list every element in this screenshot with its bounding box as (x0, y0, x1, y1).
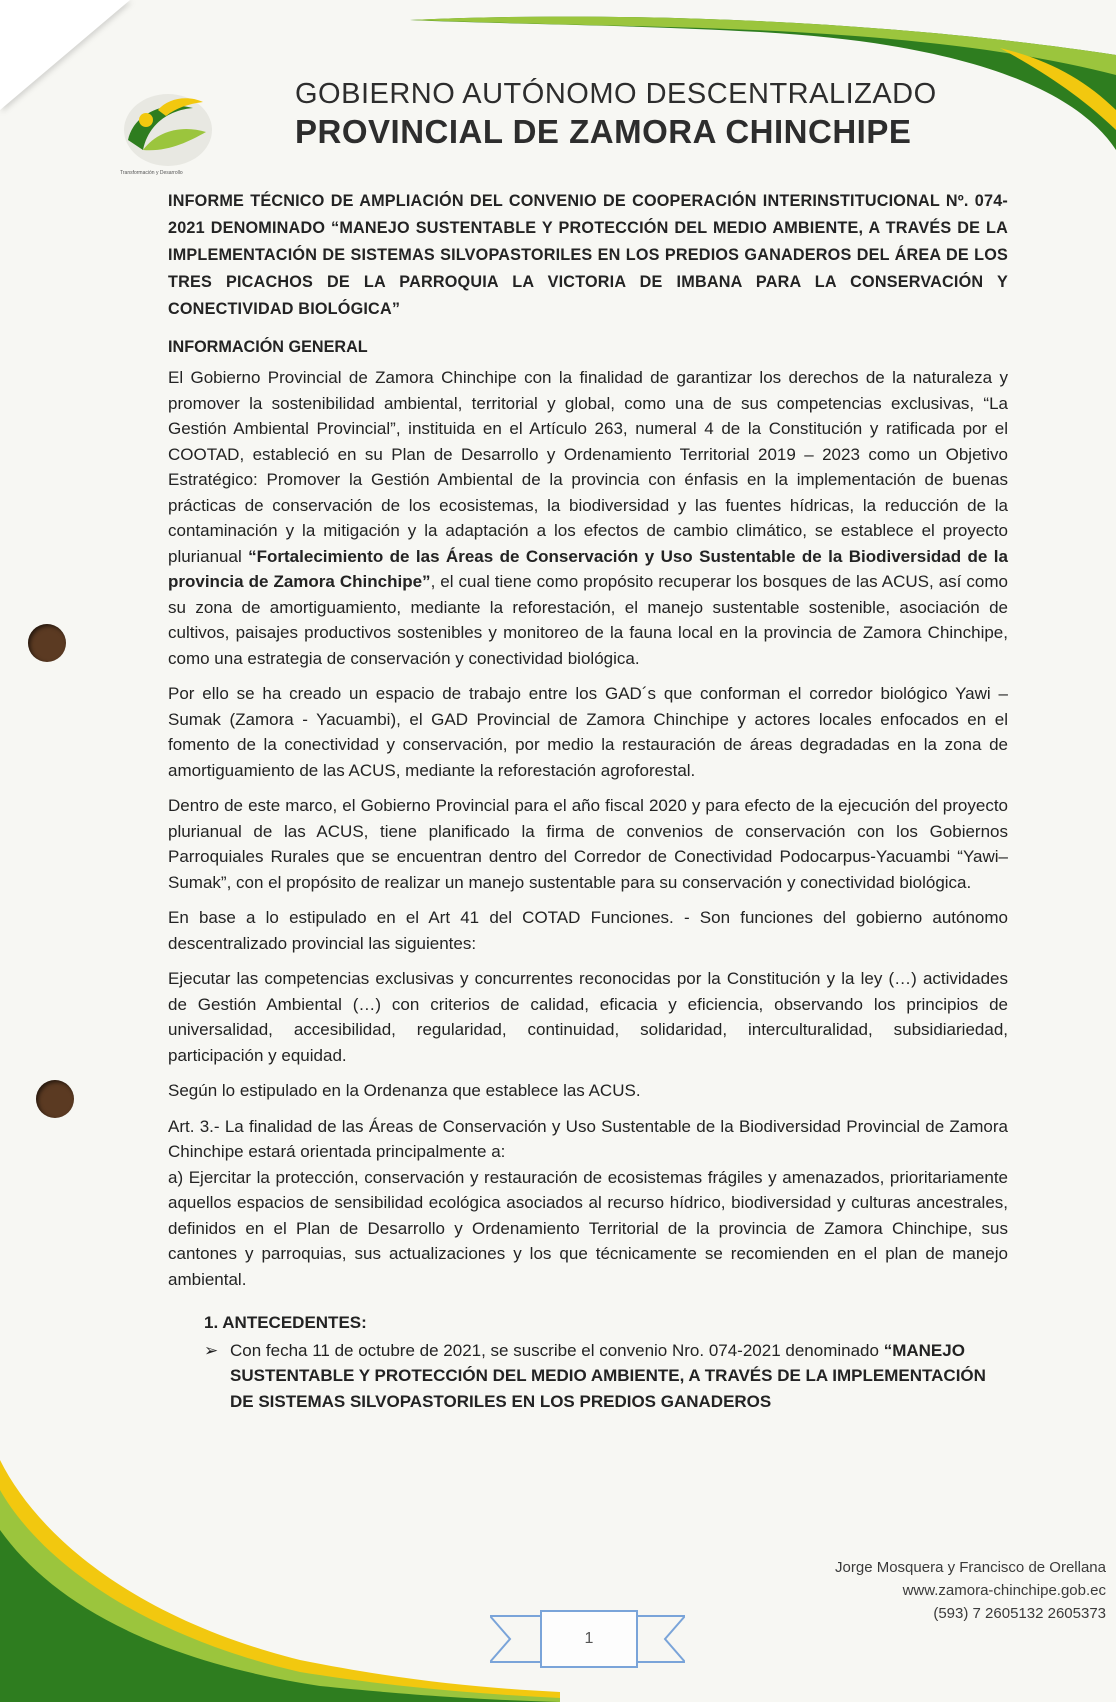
paragraph-1-text-b: , el cual tiene como propósito recuperar los bosques de las ACUS, así como su zona de amortiguamiento, mediante la reforestación, el manejo sustentable sostenible, asociación de cultivos, paisajes productivos sostenibles y monitoreo de la fauna local en la provincia de Zamora Chinchipe, como una estrategia de conservación y conectividad biológica. (168, 572, 1008, 668)
provincial-logo-icon (108, 80, 218, 175)
document-body (168, 188, 1008, 1414)
paragraph-2: Por ello se ha creado un espacio de trabajo entre los GAD´s que conforman el corredor biológico Yawi – Sumak (Zamora - Yacuambi), el GAD Provincial de Zamora Chinchipe y actores locales enfocados en el fomento de la conectividad y conservación, por medio la restauración de áreas degradadas en la zona de amortiguamiento de las ACUS, mediante la reforestación agroforestal. (168, 684, 1008, 780)
bullet-bold-text: “MANEJO SUSTENTABLE Y PROTECCIÓN DEL MEDIO AMBIENTE, A TRAVÉS DE LA IMPLEMENTACIÓN DE SISTEMAS SILVOPASTORILES EN LOS PREDIOS GANADEROS (230, 1340, 986, 1411)
footer-website: www.zamora-chinchipe.gob.ec (902, 1582, 1106, 1599)
logo-tagline: Transformación y Desarrollo (120, 170, 183, 176)
arrow-bullet-icon: ➢ (204, 1340, 219, 1360)
project-name: “Fortalecimiento de las Áreas de Conservación y Uso Sustentable de la Biodiversidad de la provincia de Zamora Chinchipe” (168, 546, 1008, 591)
document-title: INFORME TÉCNICO DE AMPLIACIÓN DEL CONVENIO DE COOPERACIÓN INTERINSTITUCIONAL Nº. 074-2021 DENOMINADO “MANEJO SUSTENTABLE Y PROTECCIÓN DEL MEDIO AMBIENTE, A TRAVÉS DE LA IMPLEMENTACIÓN DE SISTEMAS SILVOPASTORILES EN LOS PREDIOS GANADEROS DEL ÁREA DE LOS TRES PICACHOS DE LA PARROQUIA LA VICTORIA DE IMBANA PARA LA CONSERVACIÓN Y CONECTIVIDAD BIOLÓGICA” (168, 192, 1008, 318)
paragraph-4: En base a lo estipulado en el Art 41 del COTAD Funciones. - Son funciones del gobierno autónomo descentralizado provincial las siguientes: (168, 908, 1008, 953)
organization-header (295, 78, 1015, 151)
footer-contact (835, 1556, 1106, 1625)
footer-wave-decoration (0, 1460, 560, 1702)
page-number: 1 (540, 1610, 638, 1668)
paragraph-7: Art. 3.- La finalidad de las Áreas de Conservación y Uso Sustentable de la Biodiversidad Provincial de Zamora Chinchipe estará orientada principalmente a: (168, 1116, 1008, 1161)
antecedentes-bullet (204, 1338, 1008, 1415)
paragraph-6: Según lo estipulado en la Ordenanza que establece las ACUS. (168, 1081, 641, 1100)
punch-hole-bottom (36, 1080, 74, 1118)
org-name-line1: GOBIERNO AUTÓNOMO DESCENTRALIZADO (295, 78, 937, 110)
punch-hole-top (28, 624, 66, 662)
paragraph-5: Ejecutar las competencias exclusivas y concurrentes reconocidas por la Constitución y la ley (…) actividades de Gestión Ambiental (…) con criterios de calidad, eficacia y eficiencia, observando los principios de universalidad, accesibilidad, regularidad, continuidad, solidaridad, interculturalidad, subsidiariedad, participación y equidad. (168, 969, 1008, 1065)
org-name-line2: PROVINCIAL DE ZAMORA CHINCHIPE (295, 113, 912, 150)
antecedentes-heading: 1. ANTECEDENTES: (204, 1313, 367, 1332)
paragraph-8: a) Ejercitar la protección, conservación y restauración de ecosistemas frágiles y amenazados, prioritariamente aquellos espacios de sensibilidad ecológica asociados al recurso hídrico, biodiversidad y culturas ancestrales, definidos en el Plan de Desarrollo y Ordenamiento Territorial de la provincia de Zamora Chinchipe, sus cantones y parroquias, sus actualizaciones y los que técnicamente se recomienden en el plan de manejo ambiental. (168, 1167, 1008, 1289)
bullet-body (230, 1338, 1008, 1415)
section-general-heading: INFORMACIÓN GENERAL (168, 338, 368, 356)
paragraph-3: Dentro de este marco, el Gobierno Provincial para el año fiscal 2020 y para efecto de la ejecución del proyecto plurianual de las ACUS, tiene planificado la firma de convenios de conservación con los Gobiernos Parroquiales Rurales que se encuentran dentro del Corredor de Conectividad Podocarpus-Yacuambi “Yawi–Sumak”, con el propósito de realizar un manejo sustentable para su conservación y conectividad biológica. (168, 796, 1008, 892)
paragraph-1-text-a: El Gobierno Provincial de Zamora Chinchipe con la finalidad de garantizar los derechos de la naturaleza y promover la sostenibilidad ambiental, territorial y global, como una de sus competencias exclusivas, “La Gestión Ambiental Provincial”, instituida en el Artículo 263, numeral 4 de la Constitución y ratificada por el COOTAD, estableció en su Plan de Desarrollo y Ordenamiento Territorial 2019 – 2023 como un Objetivo Estratégico: Promover la Gestión Ambiental de la provincia con énfasis en la implementación de buenas prácticas de conservación de los ecosistemas, la biodiversidad y las fuentes hídricas, la reducción de la contaminación y la mitigación y la adaptación a los efectos de cambio climático, se establece el proyecto plurianual (168, 368, 1008, 566)
paragraph-1 (168, 365, 1008, 671)
footer-address: Jorge Mosquera y Francisco de Orellana (835, 1559, 1106, 1576)
bullet-text: Con fecha 11 de octubre de 2021, se suscribe el convenio Nro. 074-2021 denominado (230, 1340, 884, 1360)
footer-phone: (593) 7 2605132 2605373 (933, 1605, 1106, 1622)
